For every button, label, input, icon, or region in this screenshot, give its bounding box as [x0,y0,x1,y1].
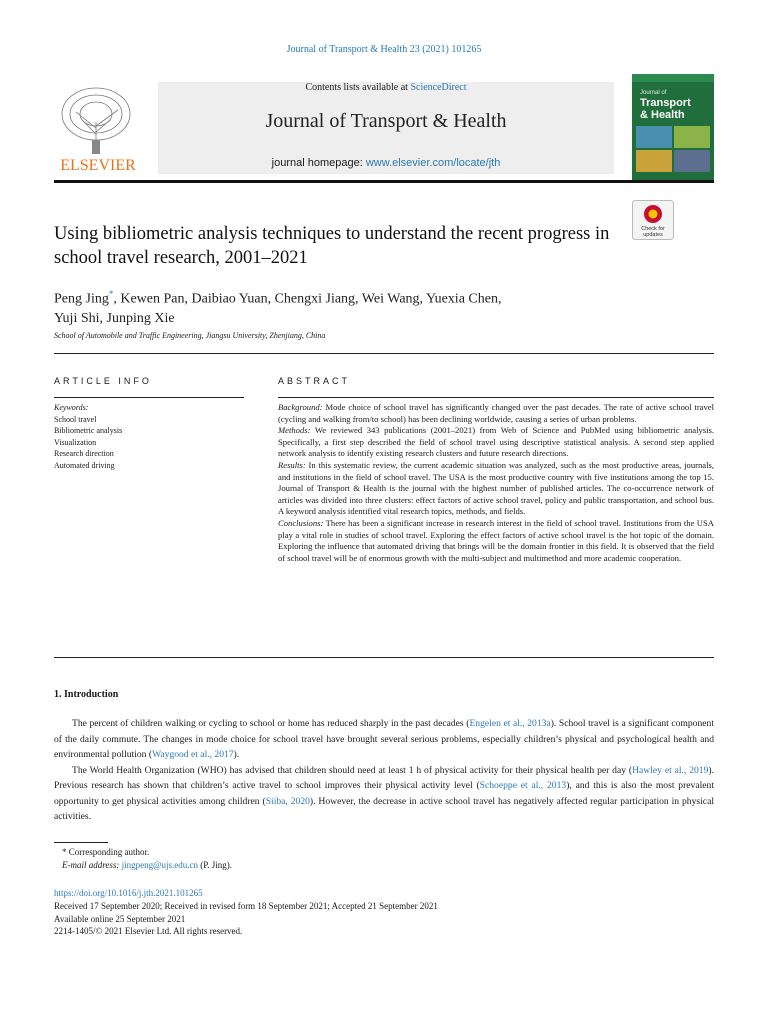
citation-link[interactable]: Hawley et al., 2019 [632,764,709,776]
results-text: In this systematic review, the current academic situation was analyzed, such as the most productive areas, journals, and institutions in the field of school travel. The USA is the most productive country with five institutions among the top 15. Journal of Transport & Health is the journal with the highest number of published articles. The co-occurrence network of articles was divided into three clusters: effect factors of active school travel, policy and public transportation, and school bus. A keyword analysis identified vital research topics, methods, and fields. [278,459,714,517]
intro-text: ). Previous research has shown that children’s active travel to school improves their physical activity level ( [54,764,714,791]
journal-title: Journal of Transport & Health [265,110,507,132]
intro-text: ). However, the decrease in active school travel has negatively affected regular participation in physical activities. [54,795,714,822]
paper-title: Using bibliometric analysis techniques to understand the recent progress in school travel research, 2001–2021 [54,224,610,268]
methods-label: Methods: [278,425,311,436]
elsevier-tree-logo [52,82,144,174]
conclusions-label: Conclusions: [278,517,324,528]
homepage-prefix: journal homepage: [271,157,366,169]
intro-text: ). [233,749,240,760]
cover-line1: Journal of [640,90,667,96]
contents-prefix: Contents lists available at [305,82,411,93]
author-list [54,285,634,328]
email-suffix: (P. Jing). [197,860,232,870]
intro-text: The percent of children walking or cycling to school or home has reduced sharply in the past decades ( [72,718,470,729]
homepage-link[interactable]: www.elsevier.com/locate/jth [365,157,501,169]
badge-line2: updates [643,232,663,238]
abstract-conclusions [278,518,714,564]
contents-line [158,82,614,93]
affiliation: School of Automobile and Traffic Engineering, Jiangsu University, Zhenjiang, China [54,331,326,340]
keyword-item: School travel [54,414,97,424]
abstract-background [278,402,714,425]
citation-link[interactable]: Schoeppe et al., 2013 [479,780,567,791]
received-dates: Received 17 September 2020; Received in revised form 18 September 2021; Accepted 21 September 2021 [54,900,438,911]
badge-line1: Check for [641,226,665,232]
journal-cover-image [632,74,714,180]
homepage-line [158,157,614,169]
affiliation-rule [54,353,714,354]
keywords-label: Keywords: [54,403,89,412]
email-line [54,859,232,872]
sciencedirect-link[interactable]: ScienceDirect [410,82,467,93]
authors-line2: Yuji Shi, Junping Xie [54,310,175,326]
email-link[interactable]: jingpeng@ujs.edu.cn [121,860,198,870]
first-author[interactable]: Peng Jing [54,291,109,307]
introduction-body [54,716,714,825]
corresponding-note: * Corresponding author. [62,847,150,857]
results-label: Results: [278,459,306,470]
introduction-heading: 1. Introduction [54,689,119,700]
keyword-item: Visualization [54,437,97,447]
article-info-heading: ARTICLE INFO [54,376,152,386]
keyword-item: Automated driving [54,460,115,470]
intro-paragraph-2 [54,763,714,825]
intro-text: ). School travel is a significant component of the daily commute. The changes in mode choice for school travel have brought several serious problems, especially children’s physical and psychological health and environmental pollution ( [54,718,714,760]
authors-continued: , Kewen Pan, Daibiao Yuan, Chengxi Jiang, Wei Wang, Yuexia Chen, [113,291,502,307]
abstract-methods [278,425,714,460]
abstract-results [278,460,714,518]
citation-link[interactable]: Siiba, 2020 [265,795,310,807]
doi-link[interactable]: https://doi.org/10.1016/j.jth.2021.101265 [54,888,203,898]
abstract-rule [278,397,714,398]
copyright: 2214-1405/© 2021 Elsevier Ltd. All rights reserved. [54,926,243,937]
citation-link[interactable]: Engelen et al., 2013a [469,718,551,729]
available-online: Available online 25 September 2021 [54,913,186,924]
abstract-bottom-rule [54,657,714,658]
background-label: Background: [278,402,323,412]
header-rule [54,180,714,183]
cover-line3: & Health [640,109,685,121]
elsevier-wordmark: ELSEVIER [60,157,136,174]
article-info-rule [54,397,244,398]
keywords-block [54,402,244,472]
background-text: Mode choice of school travel has significantly changed over the past decades. The rate of active school travel (cycling and walking from/to school) has been declining worldwide, causing a series of urban problems. [278,402,714,424]
footnote-rule [54,842,108,843]
keyword-item: Bibliometric analysis [54,426,123,436]
methods-text: We reviewed 343 publications (2001–2021) from Web of Science and PubMed using bibliometric analysis. Specifically, a first step described the field of school travel using descriptive statistical analysis. A second step applied network analysis to identify existing research clusters and future research directions. [278,425,714,459]
abstract-body [278,402,714,564]
journal-citation[interactable]: Journal of Transport & Health 23 (2021) 101265 [286,44,482,55]
intro-paragraph-1 [54,716,714,763]
check-for-updates-badge[interactable] [632,200,674,240]
intro-text: The World Health Organization (WHO) has advised that children should need at least 1 h of physical activity for their physical health per day ( [72,764,633,776]
abstract-heading: ABSTRACT [278,376,351,386]
article-meta [54,887,438,938]
footnote [54,846,232,872]
cover-line2: Transport [640,97,691,109]
citation-link[interactable]: Waygood et al., 2017 [152,749,234,760]
conclusions-text: There has been a significant increase in research interest in the field of school travel. Institutions from the USA play a vital role in studies of school travel. Exploring the effect factors of active school travel is the hot topic of the domain. Exploring the influence that automated driving that brings will be the domain frontier in this field. It is observed that the field of school travel will be of enormous growth with the multi-subject and multimethod and more academic cooperation. [278,517,714,563]
intro-text: ), and this is also the most prevalent opportunity to get physical activities among children ( [54,780,714,807]
email-label: E-mail address: [62,860,120,870]
corresponding-author-mark[interactable]: * [108,289,114,299]
keyword-item: Research direction [54,449,114,459]
